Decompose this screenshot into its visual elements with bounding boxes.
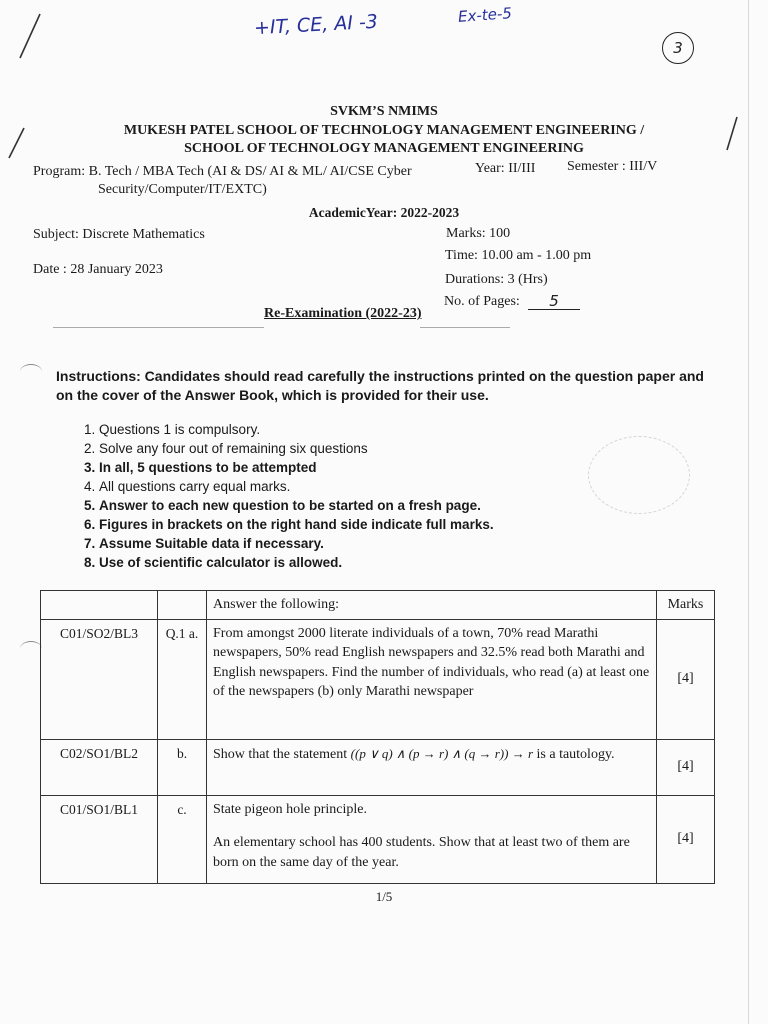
instruction-item: 5. Answer to each new question to be started on a fresh page. (99, 496, 494, 515)
logic-formula: ((p ∨ q) ∧ (p → r) ∧ (q → r)) → r (350, 745, 534, 761)
question-text: State pigeon hole principle. An elementary school has 400 students. Show that at least two of them are born on the same day of the year. (207, 795, 657, 883)
question-number: c. (158, 795, 207, 883)
question-text: From amongst 2000 literate individuals of a town, 70% read Marathi newspapers, 50% read English newspapers and 32.5% read both Marathi and English newspapers. Find the number of individuals, who read (a) at least one of the newspapers (b) only Marathi newspaper (207, 619, 657, 739)
punch-hole (20, 364, 42, 379)
duration-label: Durations: 3 (Hrs) (445, 272, 548, 287)
instruction-item: 6. Figures in brackets on the right hand side indicate full marks. (99, 515, 494, 534)
school-name-alt: SCHOOL OF TECHNOLOGY MANAGEMENT ENGINEERING (184, 141, 584, 156)
question-number: b. (158, 739, 207, 795)
table-header-marks: Marks (657, 591, 715, 620)
question-text: Show that the statement ((p ∨ q) ∧ (p → r) ∧ (q → r)) → r is a tautology. (207, 739, 657, 795)
question-table (40, 590, 715, 884)
exam-title: Re-Examination (2022-23) (264, 306, 422, 321)
table-row (41, 795, 715, 883)
handwritten-note: +IT, CE, AI -3 (253, 10, 379, 40)
course-outcome-code: C02/SO1/BL2 (41, 739, 158, 795)
program-label: Program: B. Tech / MBA Tech (AI & DS/ AI & ML/ AI/CSE Cyber (33, 164, 412, 179)
pages-value-field (528, 292, 580, 310)
pages-label: No. of Pages: (444, 294, 520, 309)
question-marks: [4] (657, 739, 715, 795)
divider-line (420, 327, 510, 328)
table-row (41, 739, 715, 795)
instructions-list (56, 420, 494, 572)
program-label-cont: Security/Computer/IT/EXTC) (98, 182, 267, 197)
punch-hole (20, 641, 42, 656)
question-marks: [4] (657, 619, 715, 739)
instruction-item: 8. Use of scientific calculator is allowed. (99, 553, 494, 572)
instructions-text: Instructions: Candidates should read carefully the instructions printed on the question paper and on the cover of the Answer Book, which is provided for their use. (56, 368, 704, 403)
circled-page-number: 3 (662, 32, 694, 64)
course-outcome-code: C01/SO1/BL1 (41, 795, 158, 883)
instruction-item: 3. In all, 5 questions to be attempted (99, 458, 494, 477)
time-label: Time: 10.00 am - 1.00 pm (445, 248, 592, 263)
page-edge-line (748, 0, 749, 1024)
faint-stamp (588, 436, 690, 514)
table-row (41, 619, 715, 739)
marks-label: Marks: 100 (446, 226, 511, 241)
course-outcome-code: C01/SO2/BL3 (41, 619, 158, 739)
instruction-item: 7. Assume Suitable data if necessary. (99, 534, 494, 553)
school-name: MUKESH PATEL SCHOOL OF TECHNOLOGY MANAGEMENT ENGINEERING / (123, 123, 645, 138)
instruction-item: 1. Questions 1 is compulsory. (99, 420, 494, 439)
academic-year: AcademicYear: 2022-2023 (308, 205, 460, 220)
instruction-item: 2. Solve any four out of remaining six questions (99, 439, 494, 458)
divider-line (53, 327, 264, 328)
table-header-row (41, 591, 715, 620)
question-marks: [4] (657, 795, 715, 883)
year-label: Year: II/III (475, 161, 536, 176)
instruction-item: 4. All questions carry equal marks. (99, 477, 494, 496)
date-label: Date : 28 January 2023 (33, 262, 163, 277)
question-number: Q.1 a. (158, 619, 207, 739)
semester-label: Semester : III/V (567, 159, 658, 174)
institute-name: SVKM’S NMIMS (330, 104, 438, 119)
page-number: 1/5 (375, 889, 393, 904)
handwritten-note-2: Ex-te-5 (457, 4, 513, 26)
pages-value: 5 (549, 292, 559, 310)
table-header-text: Answer the following: (207, 591, 657, 620)
subject-label: Subject: Discrete Mathematics (33, 227, 205, 242)
